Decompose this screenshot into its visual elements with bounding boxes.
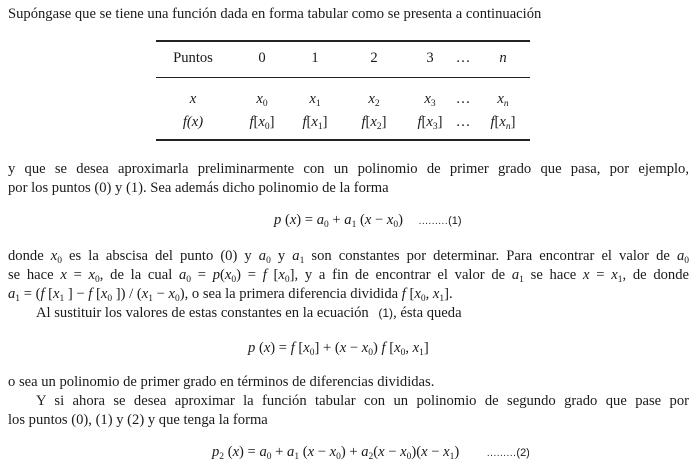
para3-line2: Y si ahora se desea aproximar la función tabular con un polinomio de segundo grado que pase por bbox=[36, 393, 689, 409]
equation-1-number: (1) bbox=[448, 215, 462, 227]
equation-reference: (1) bbox=[378, 306, 394, 320]
cell-x2: $x_2$ bbox=[368, 91, 380, 109]
tabular-function-table bbox=[156, 40, 530, 141]
header-1: 1 bbox=[311, 50, 319, 66]
table-top-rule bbox=[156, 40, 530, 42]
para2-line3: $a_1 = (f$ [$x_1$ ] − f [$x_0$ ]) / $(x_1 - x_0)$, o sea la primera diferencia dividida f [$x_0$, $x_1$]. bbox=[8, 286, 453, 304]
cell-fx0: $f[x_0]$ bbox=[249, 114, 275, 132]
cell-fx2: $f[x_2]$ bbox=[361, 114, 387, 132]
cell-x0: $x_0$ bbox=[256, 91, 268, 109]
equation-substituted: p (x) = f $[x_0] + (x - x_0)$ f [$x_0$, $x_1$] bbox=[248, 340, 429, 358]
header-ellipsis: … bbox=[455, 50, 471, 66]
cell-x3: $x_3$ bbox=[424, 91, 436, 109]
row-x-label: x bbox=[189, 91, 197, 107]
cell-fx1: $f[x_1]$ bbox=[302, 114, 328, 132]
header-3: 3 bbox=[426, 50, 434, 66]
header-0: 0 bbox=[258, 50, 266, 66]
equation-2-number: (2) bbox=[516, 447, 530, 459]
header-2: 2 bbox=[370, 50, 378, 66]
cell-x-ellipsis: … bbox=[455, 91, 471, 107]
para2-line1: donde $x_0$ es la abscisa del punto (0) y $a_0$ y $a_1$ son constantes por determinar. Para encontrar el valor de $a_0$ bbox=[8, 248, 690, 266]
equation-2: $p_2$ $(x) = a_0 + a_1$ $(x - x_0) + a_2(x - x_0)(x - x_1)$ .........(2) bbox=[212, 444, 530, 462]
row-f-label: f(x) bbox=[182, 114, 204, 130]
cell-f-ellipsis: … bbox=[455, 114, 471, 130]
cell-xn: $x_n$ bbox=[497, 91, 509, 109]
para1-line2: por los puntos (0) y (1). Sea además dicho polinomio de la forma bbox=[8, 180, 389, 196]
para3-line3: los puntos (0), (1) y (2) y que tenga la forma bbox=[8, 412, 268, 428]
para1-line1: y que se desea aproximarla preliminarmente con un polinomio de primer grado que pasa, por ejemplo, bbox=[8, 161, 689, 177]
table-bottom-rule bbox=[156, 139, 530, 141]
cell-fx3: $f[x_3]$ bbox=[417, 114, 443, 132]
table-mid-rule bbox=[156, 77, 530, 78]
para3-line1: o sea un polinomio de primer grado en términos de diferencias divididas. bbox=[8, 374, 435, 390]
cell-fxn: $f[x_n]$ bbox=[490, 114, 516, 132]
para2-line4: Al sustituir los valores de estas constantes en la ecuación (1), ésta queda bbox=[36, 305, 462, 321]
para2-line2: se hace $x = x_0$, de la cual $a_0 = p(x_0) = f$ $[x_0]$, y a fin de encontrar el valor de $a_1$ se hace $x = x_1$, de donde bbox=[8, 267, 689, 285]
intro-text: Supóngase que se tiene una función dada en forma tabular como se presenta a continuación bbox=[8, 6, 542, 22]
header-puntos: Puntos bbox=[173, 50, 213, 66]
cell-x1: $x_1$ bbox=[309, 91, 321, 109]
header-n: n bbox=[499, 50, 507, 66]
equation-1: p $(x) = a_0 + a_1$ $(x - x_0)$ .........(1) bbox=[274, 212, 462, 230]
